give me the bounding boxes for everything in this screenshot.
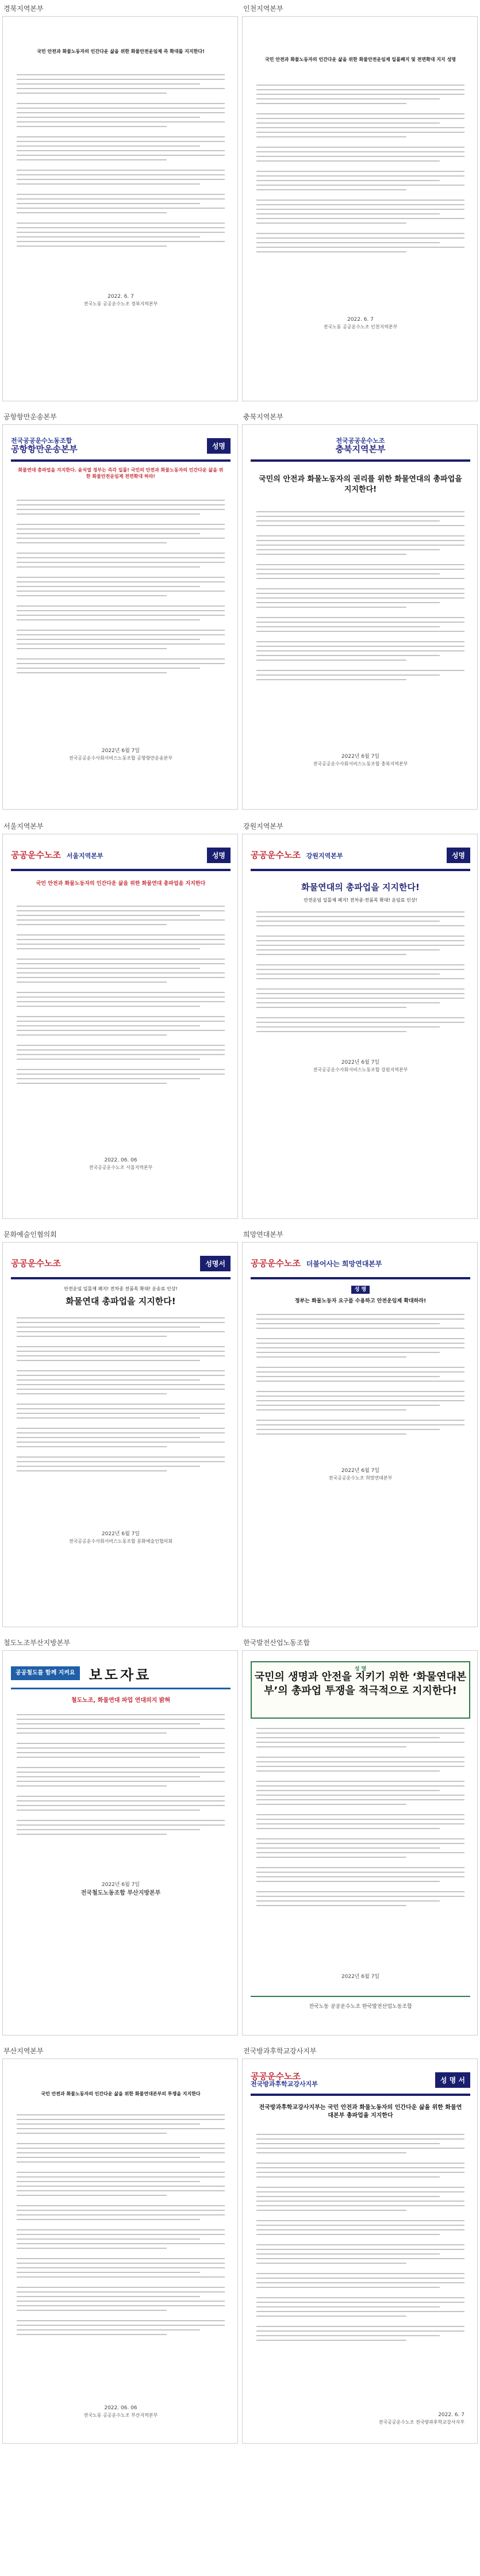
statement-footer: [17, 1530, 225, 1546]
statement-org: 전국노동 공공운수노조 한국발전산업노동조합: [309, 2003, 412, 2010]
statement-document: [242, 424, 478, 810]
cell-culture-arts: [2, 1229, 238, 1634]
section-label: 철도노조부산지방본부: [3, 1639, 70, 1647]
section-label: 희망연대본부: [243, 1230, 283, 1239]
statement-title: 화물연대의 총파업을 지지한다!: [301, 882, 420, 892]
statement-org: 전국공공운수노조 희망연대본부: [328, 1475, 393, 1481]
body-text: [17, 1714, 225, 1838]
statement-footer: [256, 1059, 464, 1074]
statement-title: 국민의 안전과 화물노동자의 권리를 위한 화물연대의 총파업을 지지한다!: [259, 475, 462, 494]
statement-title: 화물연대 총파업을 지지한다!: [66, 1296, 176, 1306]
statement-document: [2, 2058, 238, 2444]
cell-afterschool: [242, 2046, 478, 2451]
statement-date: 2022년 6월 7일: [341, 1974, 380, 1980]
statement-document: [2, 1242, 238, 1627]
body-text: [17, 2114, 225, 2339]
statement-title: 정부는 화물노동자 요구를 수용하고 안전운임제 확대하라!: [294, 1298, 427, 1304]
header-rule: [251, 1277, 470, 1279]
statement-badge: 성명서: [200, 1256, 231, 1271]
union-logo: 공공운수노조: [11, 1258, 61, 1268]
statement-title: 전국방과후학교강사지부는 국민 안전과 화물노동자의 인간다운 삶을 위한 화물연대본부 총파업을 지지한다: [259, 2104, 462, 2119]
body-text: [17, 500, 225, 677]
section-label: 문화예술인협의회: [3, 1230, 57, 1239]
union-logo: 공공운수노조 서울지역본부: [11, 849, 103, 860]
header-rule: [11, 459, 231, 462]
statement-document: [2, 1650, 238, 2035]
statement-org: 전국공공운수사회서비스노동조합 충북지역본부: [313, 761, 408, 767]
cell-gyeongbuk: [2, 3, 238, 408]
statement-org: 전국공공운수노조 전국방과후학교강사지부: [378, 2420, 464, 2425]
statement-document: [2, 16, 238, 401]
section-label: 부산지역본부: [3, 2047, 44, 2055]
statement-footer: [256, 1467, 464, 1482]
statement-badge: 성명: [207, 438, 231, 454]
statement-footer: [256, 316, 464, 331]
section-label: 강원지역본부: [243, 822, 283, 830]
statement-footer: [256, 753, 464, 768]
union-logo: 공공운수노조 전국방과후학교강사지부: [251, 2071, 318, 2088]
statement-date: 2022. 06. 06: [104, 2405, 137, 2411]
statement-title: 국민 안전과 화물노동자의 인간다운 삶을 위한 화물연대 총파업을 지지한다: [36, 881, 206, 887]
cell-airport-port: [2, 412, 238, 816]
header-rule: [251, 459, 470, 462]
statement-footer: [17, 1156, 225, 1172]
cell-hope-solidarity: [242, 1229, 478, 1634]
union-logo: 공공운수노조 더불어사는 희망연대본부: [251, 1258, 382, 1268]
statement-header: [11, 842, 231, 868]
statement-document: [242, 16, 478, 401]
press-release-title: 보도자료: [89, 1666, 152, 1683]
press-release-header: [11, 1659, 231, 1689]
cell-korea-power: [242, 1638, 478, 2042]
statement-document: [242, 2058, 478, 2444]
statement-document: [242, 1242, 478, 1627]
section-label: 전국방과후학교강사지부: [243, 2047, 317, 2055]
statement-date: 2022년 6월 7일: [341, 754, 380, 760]
header-rule: [11, 1277, 231, 1279]
statement-date: 2022. 06. 06: [104, 1157, 137, 1163]
statement-footer: [256, 2411, 464, 2426]
statement-document: [242, 1650, 478, 2035]
statement-date: 2022년 6월 7일: [341, 1468, 380, 1474]
body-text: [256, 85, 464, 256]
statement-org: 전국노동 공공운수노조 부산지역본부: [83, 2413, 158, 2418]
union-logo: 공공운수노조 강원지역본부: [251, 849, 343, 860]
section-label: 충북지역본부: [243, 413, 283, 421]
body-text: [256, 911, 464, 1036]
statement-org: 전국공공운수노조 서울지역본부: [89, 1165, 153, 1171]
statement-badge: 성명: [207, 848, 231, 863]
body-text: [17, 74, 225, 250]
statement-footer: [256, 1973, 464, 1981]
statement-footer: [17, 747, 225, 762]
statement-header: [251, 2067, 470, 2092]
statement-date: 2022년 6월 7일: [101, 1882, 140, 1888]
cell-railway-busan: [2, 1638, 238, 2042]
cell-gangwon: [242, 821, 478, 1226]
statement-document: [242, 834, 478, 1219]
statement-title: 국민 안전과 화물노동자의 인간다운 삶을 위한 화물연대본부의 투쟁을 지지한다: [41, 2091, 201, 2096]
statement-footer: [17, 2404, 225, 2420]
section-label: 경북지역본부: [3, 5, 44, 13]
statement-title: 국민 안전과 화물노동자의 인간다운 삶을 위한 화물안전운임제 즉 확대를 지지한다!: [37, 49, 205, 54]
body-text: [256, 2134, 464, 2344]
body-text: [17, 1317, 225, 1475]
statement-title: 국민 안전과 화물노동자의 인간다운 삶을 위한 화물안전운임제 일몰폐지 및 전면확대 지지 성명: [264, 57, 456, 62]
footer-band: [251, 1996, 470, 2014]
statement-header: [251, 842, 470, 868]
statement-date: 2022년 6월 7일: [341, 1060, 380, 1065]
statement-subtitle: 안전운임 일몰제 폐지! 전차종 전품목 확대! 운송료 인상!: [64, 1286, 178, 1291]
statement-footer: [17, 1881, 225, 1898]
statement-badge: 성 명: [354, 1666, 367, 1672]
union-logo: 전국공공운수노조 충북지역본부: [335, 436, 386, 454]
header-rule: [251, 2094, 470, 2096]
statement-chip: 성 명: [256, 1286, 464, 1293]
header-rule: [251, 869, 470, 871]
cell-seoul: [2, 821, 238, 1226]
union-logo: 전국공공운수노동조합 공항항만운송본부: [11, 436, 78, 454]
title-box: [251, 1661, 470, 1719]
body-text: [256, 1314, 464, 1438]
header-rule: [11, 869, 231, 871]
body-text: [256, 1728, 464, 1910]
statement-badge: 성 명 서: [435, 2072, 470, 2088]
statement-org: 전국노동 공공운수노조 인천지역본부: [323, 324, 398, 330]
statement-title: 화물연대 총파업을 지지한다. 윤석열 정부는 즉각 일몰! 국민의 안전과 화물노동자의 인간다운 삶을 위한 화물안전운임제 전면확대 하라!: [18, 467, 224, 479]
cell-incheon: [242, 3, 478, 408]
section-label: 한국발전산업노동조합: [243, 1639, 310, 1647]
section-label: 인천지역본부: [243, 5, 283, 13]
statement-date: 2022. 6. 7: [438, 2412, 464, 2418]
statement-document: [2, 834, 238, 1219]
statement-header: [11, 433, 231, 458]
statement-date: 2022. 6. 7: [107, 294, 134, 300]
body-text: [256, 511, 464, 684]
cell-busan: [2, 2046, 238, 2451]
statement-date: 2022. 6. 7: [347, 317, 374, 323]
statement-org: 전국철도노동조합 부산지방본부: [80, 1890, 161, 1897]
statement-header: [11, 1251, 231, 1276]
statement-footer: [17, 293, 225, 308]
railway-logo: 공공철도를 함께 지켜요: [11, 1666, 80, 1680]
statement-date: 2022년 6월 7일: [101, 748, 140, 754]
statement-org: 전국공공운수사회서비스노동조합 강원지역본부: [313, 1067, 408, 1073]
statement-title: 철도노조, 화물연대 파업 연대의지 밝혀: [71, 1697, 171, 1704]
statement-badge: 성명: [447, 848, 470, 863]
statement-header: [251, 433, 470, 458]
statement-subtitle: 안전운임 일몰제 폐지! 전차종·전품목 확대! 운임료 인상!: [304, 898, 417, 903]
statement-title: 국민의 생명과 안전을 지키기 위한 ‘화물연대본부’의 총파업 투쟁을 적극적으로 지지한다!: [254, 1671, 467, 1697]
statement-header: [251, 1251, 470, 1276]
body-text: [17, 906, 225, 1087]
cell-chungbuk: [242, 412, 478, 816]
section-label: 서울지역본부: [3, 822, 44, 830]
statement-org: 전국공공운수사회서비스노동조합 문화예술인협의회: [68, 1539, 173, 1544]
statement-org: 전국노동 공공운수노조 경북지역본부: [83, 301, 158, 307]
section-label: 공항항만운송본부: [3, 413, 57, 421]
statement-org: 전국공공운수사회서비스노동조합 공항항만운송본부: [68, 756, 173, 761]
statement-document: [2, 424, 238, 810]
statement-date: 2022년 6월 7일: [101, 1531, 140, 1537]
